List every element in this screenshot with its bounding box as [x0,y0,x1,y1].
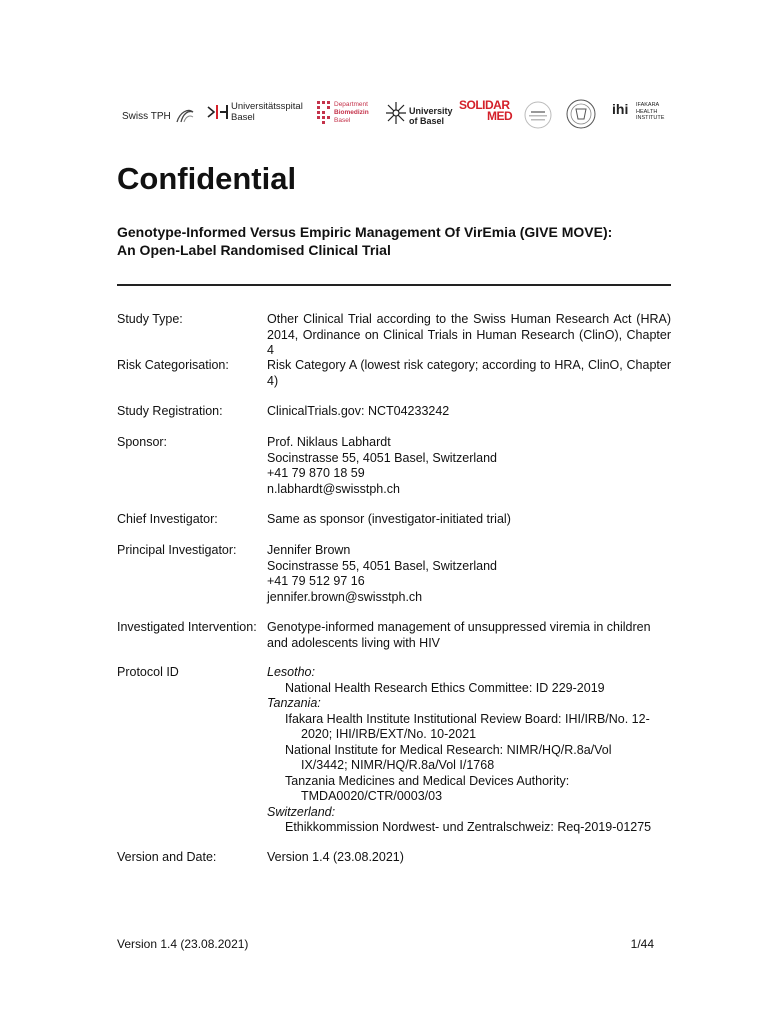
protocol-lesotho-entry: National Health Research Ethics Committee: ID 229-2019 [285,680,605,695]
dbm-dots-icon [317,101,332,125]
risk-categorisation-label: Risk Categorisation: [117,358,229,372]
seal-icon [523,100,553,130]
footer-version: Version 1.4 (23.08.2021) [117,937,249,951]
dbm-line1: Department [334,101,368,108]
protocol-lesotho-heading: Lesotho: [267,665,315,679]
protocol-tz-nimr-line1: National Institute for Medical Research: NIMR/HQ/R.8a/Vol [285,742,612,757]
university-of-basel-logo [385,101,451,127]
version-date-value: Version 1.4 (23.08.2021) [267,850,404,864]
principal-investigator-details [267,543,671,605]
study-type-value: Other Clinical Trial according to the Swiss Human Research Act (HRA) 2014, Ordinance on Clinical Trials in Human Research (ClinO), Chapter 4 [267,312,671,357]
study-title-line1: Genotype-Informed Versus Empiric Management Of VirEmia (GIVE MOVE): [117,224,613,240]
ihi-line1: IFAKARA [636,102,660,108]
chief-investigator-value: Same as sponsor (investigator-initiated trial) [267,512,511,526]
protocol-tz-nimr-line2: IX/3442; NIMR/HQ/R.8a/Vol I/1768 [301,758,495,772]
risk-categorisation-value: Risk Category A (lowest risk category; according to HRA, ClinO, Chapter 4) [267,358,671,388]
sponsor-email: n.labhardt@swisstph.ch [267,481,400,496]
version-date-label: Version and Date: [117,850,217,864]
ihi-line2: HEALTH [636,108,658,115]
ihi-line3: INSTITUTE [636,115,665,121]
protocol-tz-tmda-line2: TMDA0020/CTR/0003/03 [301,789,443,803]
swisstph-swirl-icon [174,104,196,126]
pi-address: Socinstrasse 55, 4051 Basel, Switzerland [267,558,497,573]
pi-name: Jennifer Brown [267,543,351,557]
sponsor-label: Sponsor: [117,435,168,449]
page-number: 1/44 [630,937,654,951]
ifakara-health-institute-logo [612,101,664,123]
swisstph-logo-text: Swiss TPH [122,111,171,122]
pi-email: jennifer.brown@swisstph.ch [267,589,423,604]
unibas-line1: University [409,106,453,116]
pi-phone: +41 79 512 97 16 [267,574,365,588]
study-title [117,223,612,259]
unibas-emblem-icon [385,101,407,125]
solidarmed-line2: MED [487,109,513,123]
study-registration-label: Study Registration: [117,404,223,418]
investigated-intervention-label: Investigated Intervention: [117,620,257,634]
protocol-ch-entry: Ethikkommission Nordwest- und Zentralschweiz: Req-2019-01275 [285,820,652,834]
protocol-tz-ihi-line1: Ifakara Health Institute Institutional Review Board: IHI/IRB/No. 12- [285,711,650,726]
swisstph-logo [122,104,198,128]
study-title-line2: An Open-Label Randomised Clinical Trial [117,242,391,258]
dbm-line2: Biomedizin [334,109,369,116]
government-seal-logo [566,99,596,130]
department-biomedizin-logo [317,100,377,126]
protocol-switzerland-heading: Switzerland: [267,804,336,819]
protocol-id-label: Protocol ID [117,665,179,679]
usb-mark-icon [207,102,229,122]
dbm-line3: Basel [334,117,351,124]
chief-investigator-label: Chief Investigator: [117,512,218,526]
principal-investigator-label: Principal Investigator: [117,543,237,557]
intervention-line1: Genotype-informed management of unsuppressed viremia in children [267,620,651,634]
sponsor-name: Prof. Niklaus Labhardt [267,435,391,449]
title-divider [117,284,671,286]
sponsor-address: Socinstrasse 55, 4051 Basel, Switzerland [267,450,497,465]
investigated-intervention-value [267,620,671,651]
study-type-label: Study Type: [117,312,183,326]
protocol-tz-ihi-line2: 2020; IHI/IRB/EXT/No. 10-2021 [301,727,477,741]
solidarmed-line1: SOLIDAR [459,98,510,112]
sponsor-details [267,435,671,497]
usb-line1: Universitätsspital [231,101,303,112]
unibas-line2: of Basel [409,116,445,126]
usb-line2: Basel [231,112,255,123]
universitaetsspital-basel-logo [207,101,307,125]
protocol-tanzania-heading: Tanzania: [267,696,321,710]
protocol-id-details [267,665,671,836]
crest-icon [566,99,596,130]
intervention-line2: and adolescents living with HIV [267,635,441,650]
confidential-heading: Confidential [117,161,297,196]
study-registration-value: ClinicalTrials.gov: NCT04233242 [267,404,450,418]
protocol-tz-tmda-line1: Tanzania Medicines and Medical Devices Authority: [285,773,570,788]
partner-seal-logo [523,100,553,130]
solidarmed-logo [459,100,515,126]
sponsor-phone: +41 79 870 18 59 [267,466,365,480]
ihi-mark: ihi [612,101,629,117]
